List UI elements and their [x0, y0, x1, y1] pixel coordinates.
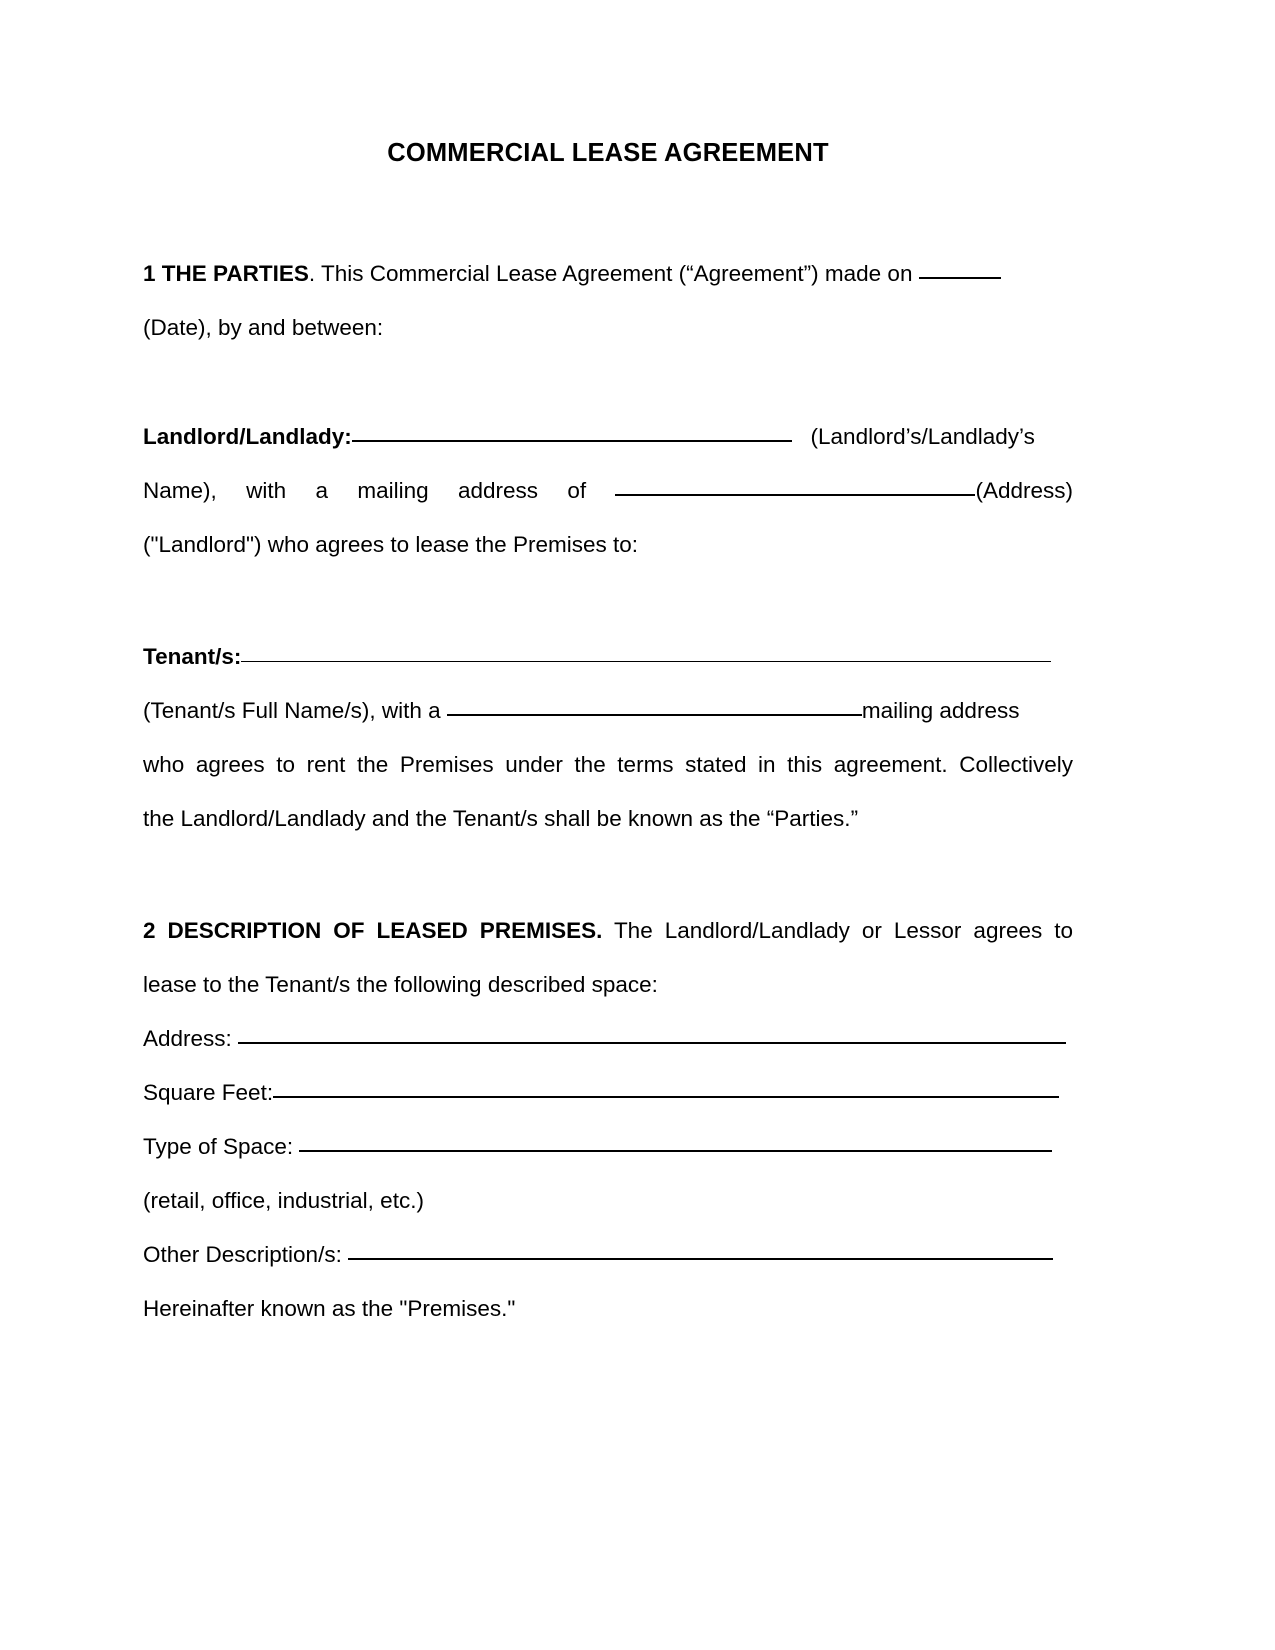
spacer-before-section-2: [143, 846, 1073, 904]
landlord-address-lead-text: Name), with a mailing address of: [143, 478, 587, 504]
spacer-after-title: [143, 167, 1073, 247]
spacer-before-landlord: [143, 355, 1073, 410]
tenant-address-blank-field[interactable]: [447, 714, 862, 716]
tenant-label: Tenant/s:: [143, 644, 242, 670]
section-1-heading: 1 THE PARTIES: [143, 261, 309, 287]
spacer-before-tenant: [143, 572, 1073, 630]
address-label: Address:: [143, 1026, 239, 1052]
tenant-name-line: [143, 630, 1073, 684]
date-blank-field[interactable]: [919, 277, 1001, 279]
section-parties-intro: [143, 247, 1073, 301]
section-2-intro-text-line2: lease to the Tenant/s the following described space:: [143, 972, 658, 998]
parties-definition-line: [143, 792, 1073, 846]
date-note-text: (Date), by and between:: [143, 315, 384, 341]
type-of-space-hint: [143, 1174, 1073, 1228]
section-description-intro: [143, 904, 1073, 958]
landlord-label: Landlord/Landlady:: [143, 424, 352, 450]
tenant-agreement-text: who agrees to rent the Premises under the terms stated in this agreement. Collectively: [143, 752, 1073, 778]
other-descriptions-label: Other Description/s:: [143, 1242, 349, 1268]
square-feet-blank-field[interactable]: [273, 1096, 1059, 1098]
section-2-intro-text: The Landlord/Landlady or Lessor agrees to: [602, 918, 1073, 944]
field-row-address: [143, 1012, 1073, 1066]
document-content: [143, 0, 1073, 1336]
page-title: COMMERCIAL LEASE AGREEMENT: [387, 139, 829, 167]
type-of-space-blank-field[interactable]: [299, 1150, 1052, 1152]
landlord-closing-line: [143, 518, 1073, 572]
field-row-other-descriptions: [143, 1228, 1073, 1282]
address-blank-field[interactable]: [238, 1042, 1066, 1044]
square-feet-label: Square Feet:: [143, 1080, 274, 1106]
landlord-address-note: (Address): [975, 478, 1073, 504]
type-of-space-label: Type of Space:: [143, 1134, 300, 1160]
tenant-name-note: (Tenant/s Full Name/s), with a: [143, 698, 441, 724]
tenant-agreement-line: [143, 738, 1073, 792]
date-note-line: [143, 301, 1073, 355]
premises-definition-line: [143, 1282, 1073, 1336]
tenant-address-line: [143, 684, 1073, 738]
section-2-heading: 2 DESCRIPTION OF LEASED PREMISES.: [143, 918, 603, 944]
type-of-space-hint-text: (retail, office, industrial, etc.): [143, 1188, 424, 1214]
parties-definition-text: the Landlord/Landlady and the Tenant/s shall be known as the “Parties.”: [143, 806, 859, 832]
landlord-address-line: [143, 464, 1073, 518]
landlord-name-line: [143, 410, 1073, 464]
other-descriptions-blank-field[interactable]: [348, 1258, 1053, 1260]
landlord-address-blank-field[interactable]: [615, 494, 975, 496]
section-description-intro-line2: [143, 958, 1073, 1012]
tenant-name-blank-field[interactable]: [241, 661, 1051, 662]
landlord-closing-text: ("Landlord") who agrees to lease the Premises to:: [143, 532, 638, 558]
section-1-intro-text: . This Commercial Lease Agreement (“Agreement”) made on: [308, 261, 913, 287]
field-row-square-feet: [143, 1066, 1073, 1120]
premises-definition-text: Hereinafter known as the "Premises.": [143, 1296, 516, 1322]
landlord-name-note: (Landlord’s/Landlady’s: [810, 424, 1035, 450]
landlord-name-blank-field[interactable]: [352, 440, 792, 442]
field-row-type-of-space: [143, 1120, 1073, 1174]
tenant-address-note: mailing address: [861, 698, 1020, 724]
